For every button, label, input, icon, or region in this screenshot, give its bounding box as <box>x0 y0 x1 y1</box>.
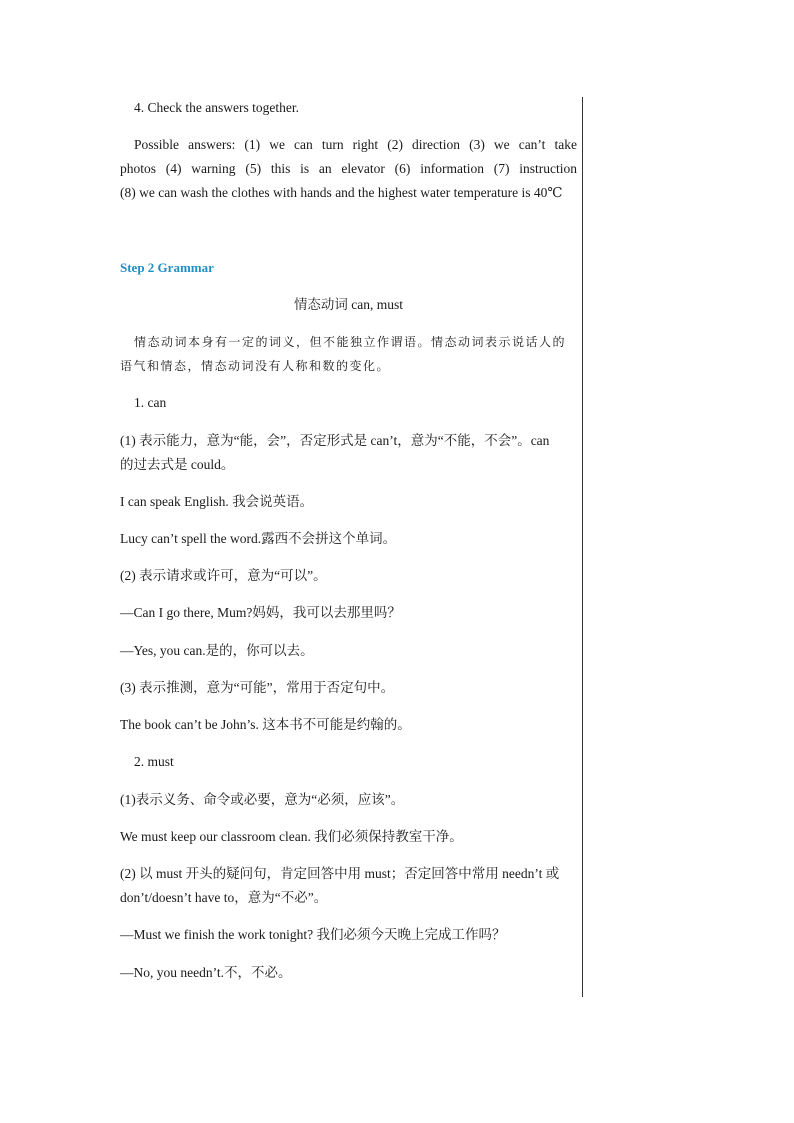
can-example-2: Lucy can’t spell the word.露西不会拼这个单词。 <box>120 531 397 546</box>
possible-answers-line-2: photos (4) warning (5) this is an elevator (6) information (7) instruction <box>120 161 577 176</box>
table-border-line <box>582 97 583 997</box>
check-answers-step: 4. Check the answers together. <box>134 100 299 115</box>
must-example-1: We must keep our classroom clean. 我们必须保持教室干净。 <box>120 829 463 844</box>
can-item3: (3) 表示推测，意为“可能”，常用于否定句中。 <box>120 680 395 695</box>
must-label: 2. must <box>134 754 174 769</box>
step2-heading: Step 2 Grammar <box>120 260 214 275</box>
can-item1-line-2: 的过去式是 could。 <box>120 457 235 472</box>
can-example-3: —Can I go there, Mum?妈妈，我可以去那里吗？ <box>120 605 401 620</box>
must-item2-line-2: don’t/doesn’t have to，意为“不必”。 <box>120 890 328 905</box>
can-example-4: —Yes, you can.是的，你可以去。 <box>120 643 314 658</box>
can-label: 1. can <box>134 395 167 410</box>
intro-line-1: 情态动词本身有一定的词义，但不能独立作谓语。情态动词表示说话人的 <box>134 335 567 349</box>
must-example-2: —Must we finish the work tonight? 我们必须今天晚上完成工作吗？ <box>120 927 506 942</box>
grammar-title: 情态动词 can, must <box>293 297 404 312</box>
intro-line-2: 语气和情态，情态动词没有人称和数的变化。 <box>120 359 391 373</box>
can-item2: (2) 表示请求或许可，意为“可以”。 <box>120 568 327 583</box>
possible-answers-line-3: (8) we can wash the clothes with hands and the highest water temperature is 40℃ <box>120 185 563 200</box>
possible-answers-line-1: Possible answers: (1) we can turn right (2) direction (3) we can’t take <box>134 137 577 152</box>
can-example-1: I can speak English. 我会说英语。 <box>120 494 314 509</box>
can-item1-line-1: (1) 表示能力，意为“能，会”，否定形式是 can’t，意为“不能，不会”。can <box>120 433 550 448</box>
must-item1: (1)表示义务、命令或必要，意为“必须，应该”。 <box>120 792 405 807</box>
must-example-3: —No, you needn’t.不，不必。 <box>120 965 292 980</box>
must-item2-line-1: (2) 以 must 开头的疑问句，肯定回答中用 must；否定回答中常用 needn’t 或 <box>120 866 560 881</box>
can-example-5: The book can’t be John’s. 这本书不可能是约翰的。 <box>120 717 411 732</box>
